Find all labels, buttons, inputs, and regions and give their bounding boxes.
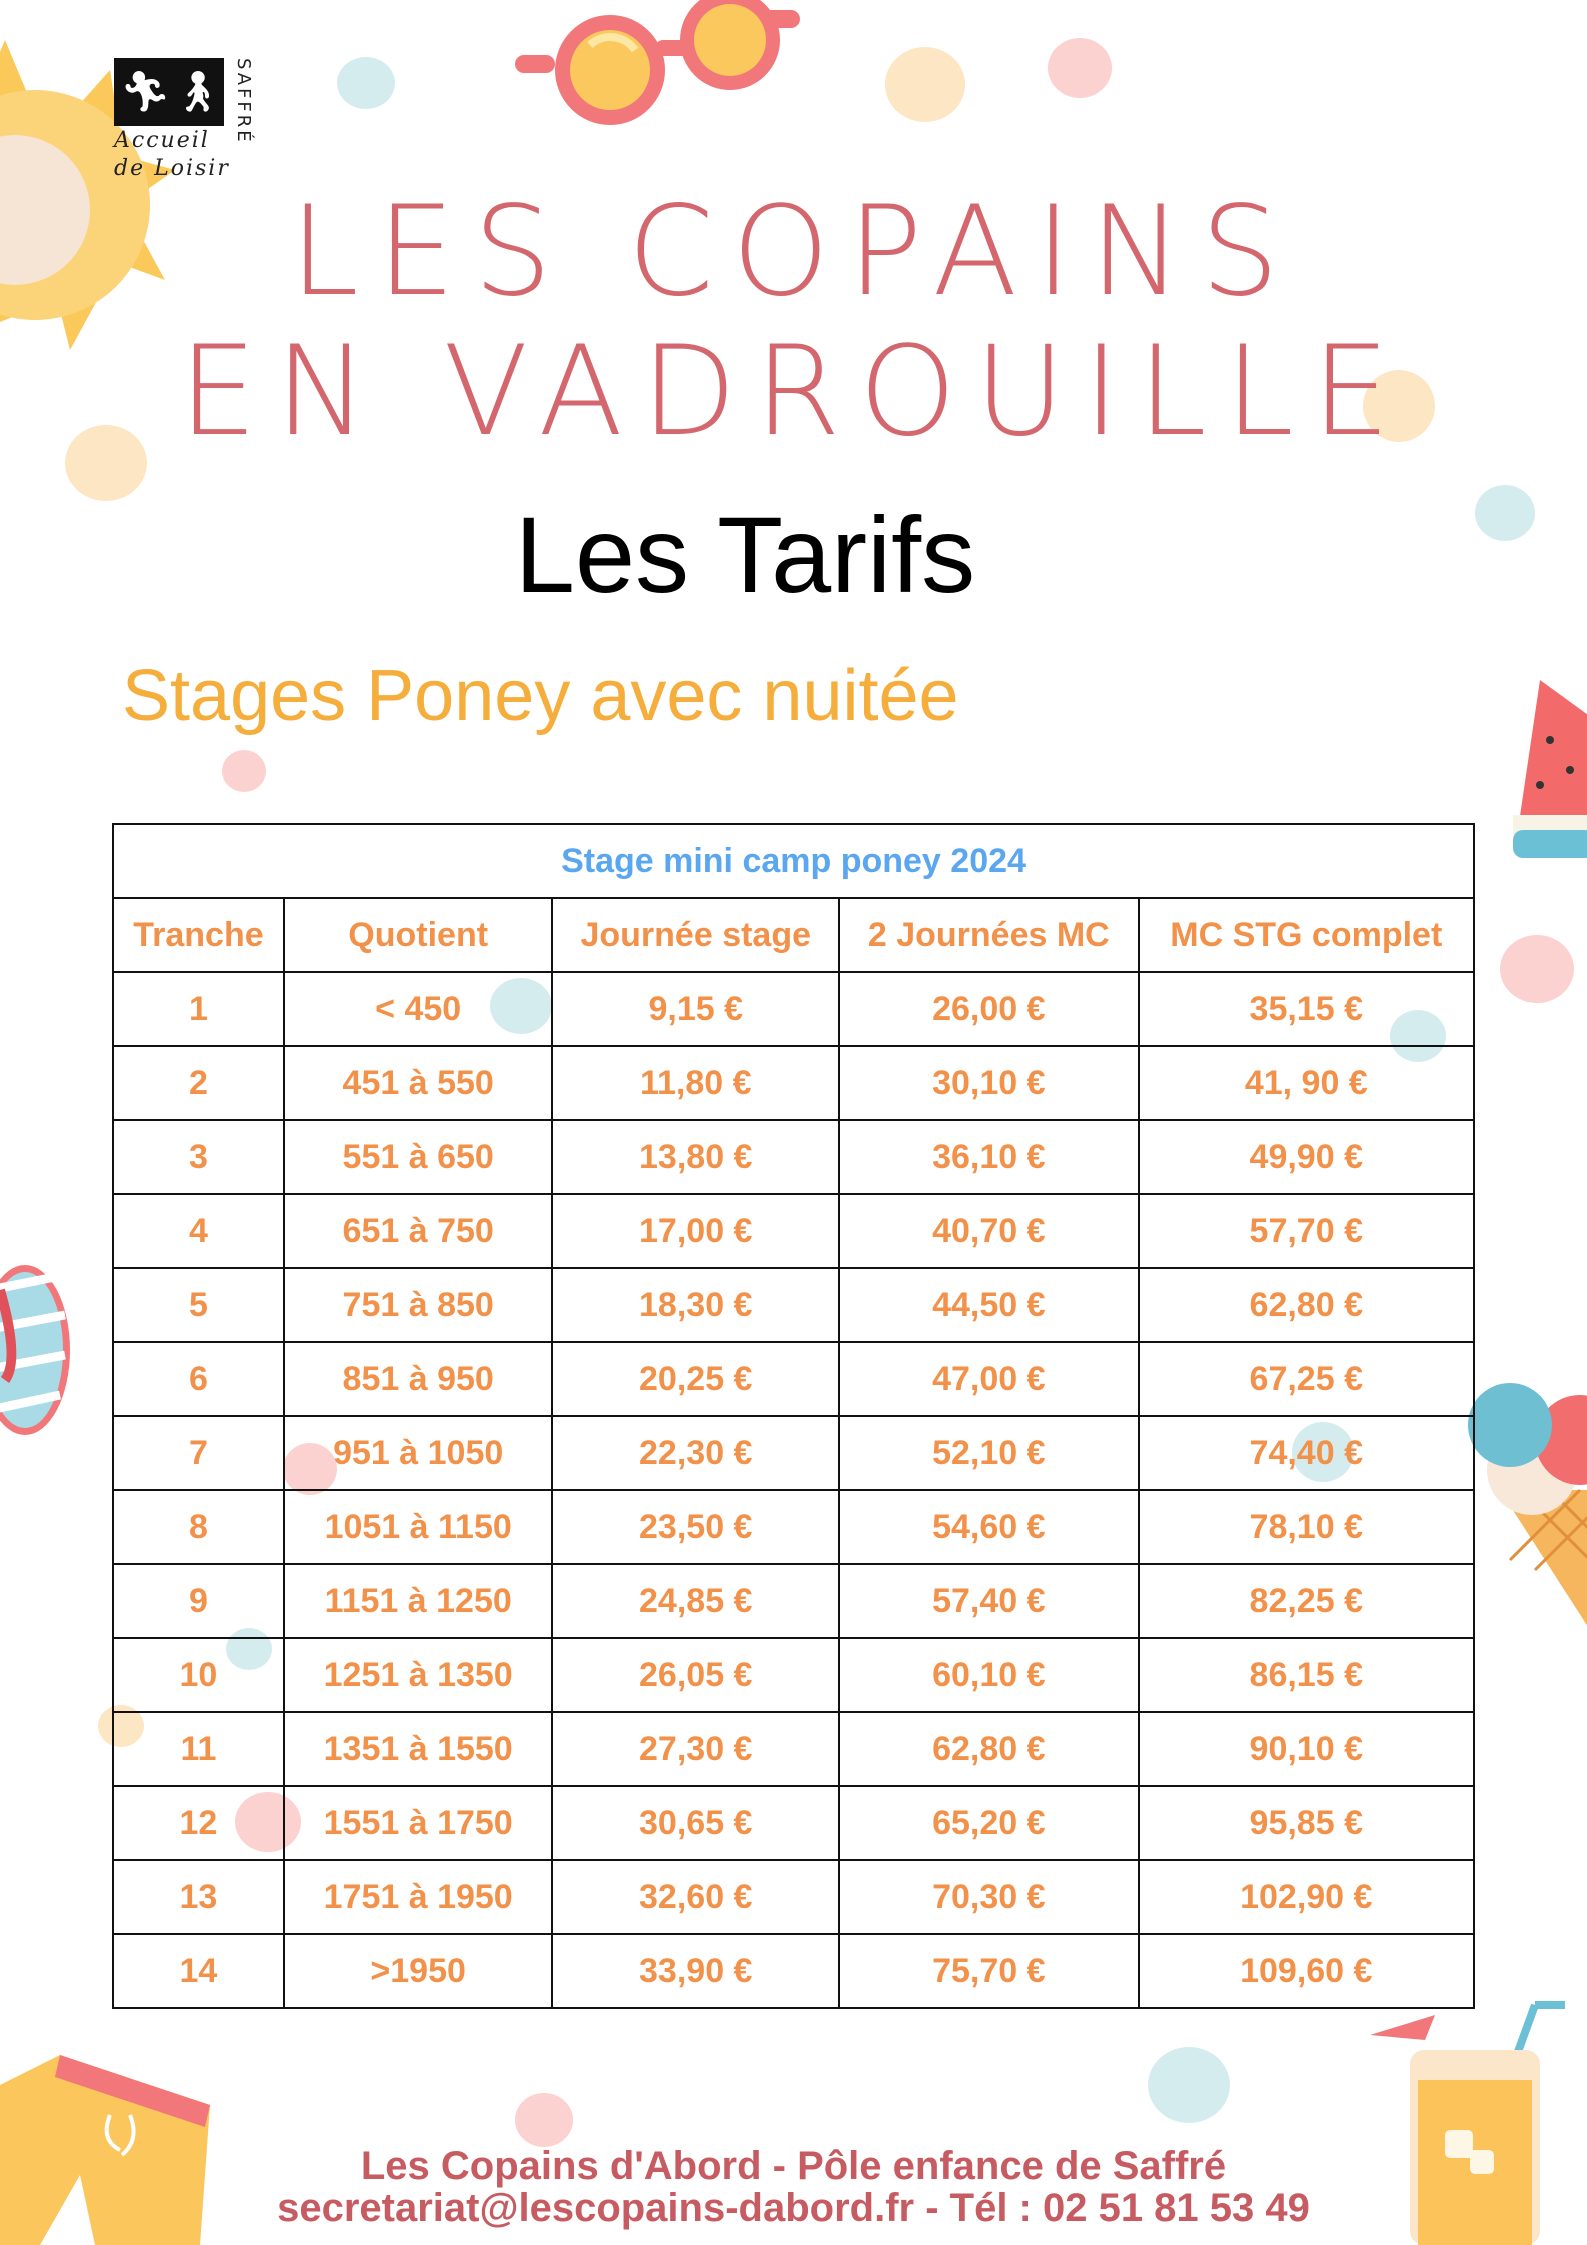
cell-journee-stage: 26,05 € xyxy=(552,1638,839,1712)
cell-2-journees-mc: 60,10 € xyxy=(839,1638,1139,1712)
table-row xyxy=(113,1564,1474,1638)
cell-tranche: 11 xyxy=(113,1712,284,1786)
table-row xyxy=(113,1416,1474,1490)
table-row xyxy=(113,1712,1474,1786)
cell-journee-stage: 32,60 € xyxy=(552,1860,839,1934)
cell-mc-stg-complet: 74,40 € xyxy=(1139,1416,1474,1490)
cell-quotient: 951 à 1050 xyxy=(284,1416,553,1490)
cell-quotient: 1051 à 1150 xyxy=(284,1490,553,1564)
decor-dot xyxy=(1500,935,1574,1003)
cell-2-journees-mc: 26,00 € xyxy=(839,972,1139,1046)
logo-brand-vertical: SAFFRÉ xyxy=(233,58,254,145)
table-row xyxy=(113,1934,1474,2008)
cell-quotient: 751 à 850 xyxy=(284,1268,553,1342)
cell-tranche: 1 xyxy=(113,972,284,1046)
page-title-line-1: LES COPAINS xyxy=(289,180,1298,324)
logo-line-1: Accueil xyxy=(114,128,210,153)
logo-line-2: de Loisir xyxy=(114,156,230,181)
cell-tranche: 5 xyxy=(113,1268,284,1342)
cell-tranche: 14 xyxy=(113,1934,284,2008)
decor-dot xyxy=(515,2093,573,2147)
cell-2-journees-mc: 52,10 € xyxy=(839,1416,1139,1490)
cell-mc-stg-complet: 86,15 € xyxy=(1139,1638,1474,1712)
cell-2-journees-mc: 54,60 € xyxy=(839,1490,1139,1564)
cell-2-journees-mc: 75,70 € xyxy=(839,1934,1139,2008)
cell-quotient: 1251 à 1350 xyxy=(284,1638,553,1712)
table-row xyxy=(113,1046,1474,1120)
cell-mc-stg-complet: 62,80 € xyxy=(1139,1268,1474,1342)
cell-quotient: >1950 xyxy=(284,1934,553,2008)
table-row xyxy=(113,1194,1474,1268)
cell-quotient: 851 à 950 xyxy=(284,1342,553,1416)
table-row xyxy=(113,1120,1474,1194)
cell-journee-stage: 22,30 € xyxy=(552,1416,839,1490)
table-row xyxy=(113,972,1474,1046)
cell-mc-stg-complet: 82,25 € xyxy=(1139,1564,1474,1638)
cell-mc-stg-complet: 49,90 € xyxy=(1139,1120,1474,1194)
cell-mc-stg-complet: 41, 90 € xyxy=(1139,1046,1474,1120)
cell-tranche: 2 xyxy=(113,1046,284,1120)
table-row xyxy=(113,1860,1474,1934)
cell-mc-stg-complet: 90,10 € xyxy=(1139,1712,1474,1786)
decor-dot xyxy=(1148,2047,1230,2123)
cell-2-journees-mc: 44,50 € xyxy=(839,1268,1139,1342)
cell-tranche: 13 xyxy=(113,1860,284,1934)
cell-quotient: 1751 à 1950 xyxy=(284,1860,553,1934)
cell-2-journees-mc: 36,10 € xyxy=(839,1120,1139,1194)
decor-dot xyxy=(222,750,266,792)
cell-2-journees-mc: 30,10 € xyxy=(839,1046,1139,1120)
table-row xyxy=(113,1490,1474,1564)
header-quotient: Quotient xyxy=(284,898,553,972)
cell-tranche: 9 xyxy=(113,1564,284,1638)
footer-contact: secretariat@lescopains-dabord.fr - Tél : 02 51 81 53 49 xyxy=(277,2186,1310,2230)
table-header-row xyxy=(113,898,1474,972)
cell-tranche: 7 xyxy=(113,1416,284,1490)
cell-2-journees-mc: 70,30 € xyxy=(839,1860,1139,1934)
cell-tranche: 3 xyxy=(113,1120,284,1194)
table-body xyxy=(113,972,1474,2008)
table-caption: Stage mini camp poney 2024 xyxy=(113,824,1474,898)
cell-2-journees-mc: 57,40 € xyxy=(839,1564,1139,1638)
header-2-journees-mc: 2 Journées MC xyxy=(839,898,1139,972)
cell-quotient: < 450 xyxy=(284,972,553,1046)
cell-tranche: 6 xyxy=(113,1342,284,1416)
cell-journee-stage: 20,25 € xyxy=(552,1342,839,1416)
cell-quotient: 1351 à 1550 xyxy=(284,1712,553,1786)
cell-mc-stg-complet: 57,70 € xyxy=(1139,1194,1474,1268)
watermelon-icon xyxy=(1505,680,1587,860)
cell-mc-stg-complet: 67,25 € xyxy=(1139,1342,1474,1416)
page-subtitle: Les Tarifs xyxy=(514,494,976,615)
cell-journee-stage: 23,50 € xyxy=(552,1490,839,1564)
cell-journee-stage: 13,80 € xyxy=(552,1120,839,1194)
cell-quotient: 1151 à 1250 xyxy=(284,1564,553,1638)
flip-flop-icon xyxy=(0,1260,80,1450)
page-title-line-2: EN VADROUILLE xyxy=(178,320,1409,464)
header-journee-stage: Journée stage xyxy=(552,898,839,972)
table-row xyxy=(113,1268,1474,1342)
logo-figures-icon: 🏃︎ 🚶︎ xyxy=(114,58,224,126)
footer-organization: Les Copains d'Abord - Pôle enfance de Saffré xyxy=(360,2144,1227,2188)
organization-logo xyxy=(112,58,262,188)
table-row xyxy=(113,1786,1474,1860)
section-heading: Stages Poney avec nuitée xyxy=(122,656,959,736)
cell-tranche: 8 xyxy=(113,1490,284,1564)
cell-journee-stage: 33,90 € xyxy=(552,1934,839,2008)
cell-2-journees-mc: 62,80 € xyxy=(839,1712,1139,1786)
cell-quotient: 651 à 750 xyxy=(284,1194,553,1268)
cell-journee-stage: 30,65 € xyxy=(552,1786,839,1860)
cell-mc-stg-complet: 35,15 € xyxy=(1139,972,1474,1046)
cell-mc-stg-complet: 102,90 € xyxy=(1139,1860,1474,1934)
cell-quotient: 1551 à 1750 xyxy=(284,1786,553,1860)
decor-dot xyxy=(337,57,395,109)
cell-quotient: 451 à 550 xyxy=(284,1046,553,1120)
cell-tranche: 12 xyxy=(113,1786,284,1860)
decor-dot xyxy=(1048,38,1112,98)
cell-2-journees-mc: 47,00 € xyxy=(839,1342,1139,1416)
cell-2-journees-mc: 40,70 € xyxy=(839,1194,1139,1268)
cell-tranche: 4 xyxy=(113,1194,284,1268)
header-mc-stg-complet: MC STG complet xyxy=(1139,898,1474,972)
cell-journee-stage: 27,30 € xyxy=(552,1712,839,1786)
header-tranche: Tranche xyxy=(113,898,284,972)
pricing-table xyxy=(112,823,1475,2009)
table-row xyxy=(113,1638,1474,1712)
cell-journee-stage: 24,85 € xyxy=(552,1564,839,1638)
ice-cream-icon xyxy=(1460,1380,1587,1630)
cell-quotient: 551 à 650 xyxy=(284,1120,553,1194)
cell-mc-stg-complet: 78,10 € xyxy=(1139,1490,1474,1564)
cell-2-journees-mc: 65,20 € xyxy=(839,1786,1139,1860)
cell-journee-stage: 17,00 € xyxy=(552,1194,839,1268)
cell-journee-stage: 9,15 € xyxy=(552,972,839,1046)
table-row xyxy=(113,1342,1474,1416)
cell-tranche: 10 xyxy=(113,1638,284,1712)
cell-mc-stg-complet: 95,85 € xyxy=(1139,1786,1474,1860)
cell-journee-stage: 18,30 € xyxy=(552,1268,839,1342)
decor-dot xyxy=(885,47,965,122)
cell-mc-stg-complet: 109,60 € xyxy=(1139,1934,1474,2008)
cell-journee-stage: 11,80 € xyxy=(552,1046,839,1120)
sunglasses-icon xyxy=(515,0,805,130)
